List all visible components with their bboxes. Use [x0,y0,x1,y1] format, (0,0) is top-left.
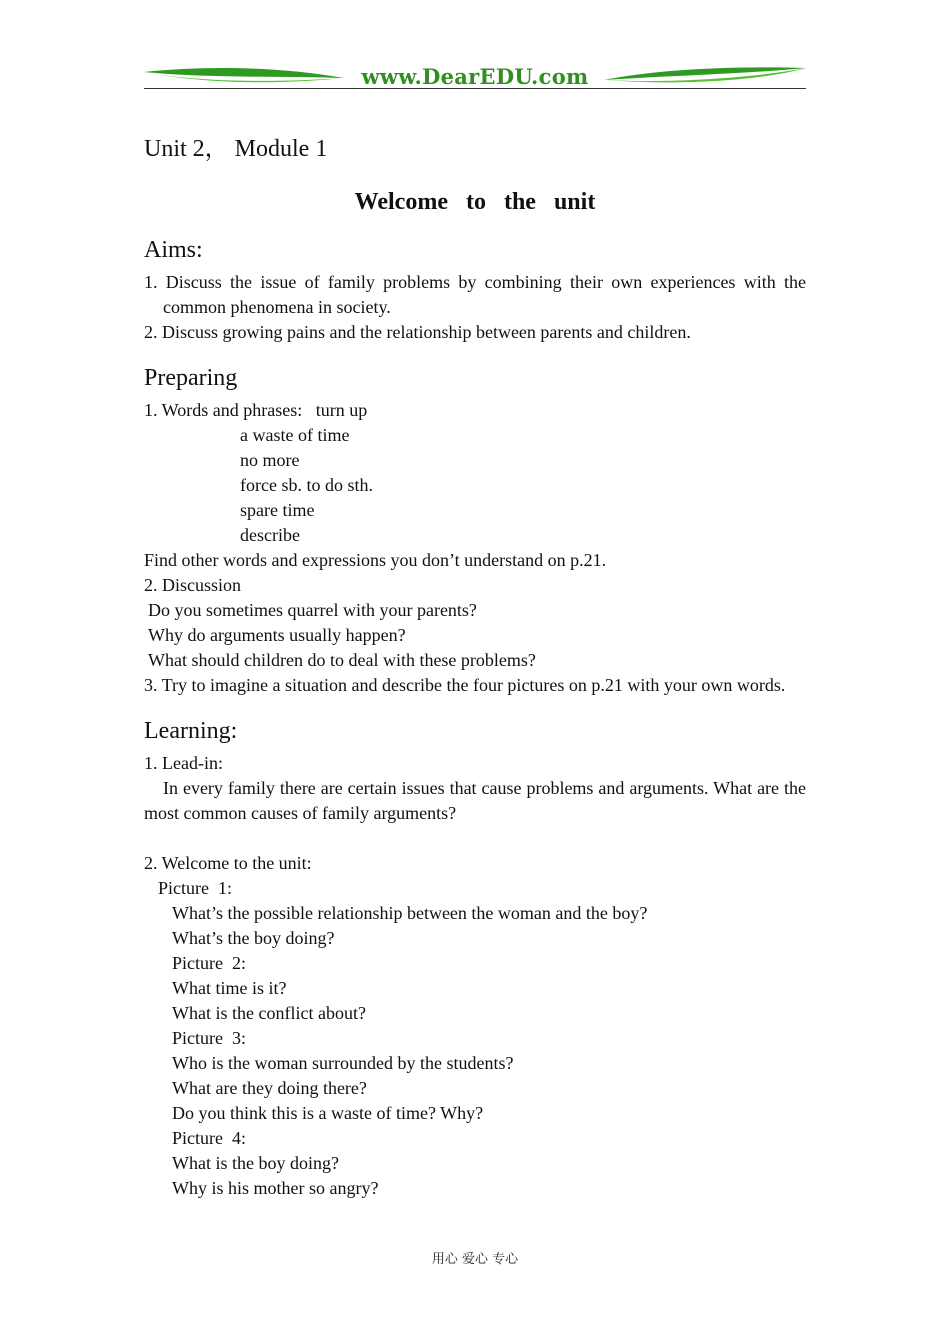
word-item: describe [240,525,300,545]
aims-heading: Aims: [144,237,203,263]
site-logo-text[interactable]: www.DearEDU.com [361,64,589,89]
word-item: no more [240,450,300,470]
leadin-label: 1. Lead-in: [144,753,223,773]
document-body [144,131,806,1201]
picture-question: What’s the boy doing? [172,928,335,948]
picture-label: Picture 3: [172,1028,246,1048]
picture-question: What is the conflict about? [172,1003,366,1023]
picture-question: Do you think this is a waste of time? Why? [172,1103,484,1123]
picture-label: Picture 1: [158,878,232,898]
picture-question: What is the boy doing? [172,1153,339,1173]
picture-question: What time is it? [172,978,287,998]
spacer [144,826,806,851]
find-other-text: Find other words and expressions you don’t understand on p.21. [144,550,607,570]
discussion-question: Do you sometimes quarrel with your parents? [148,600,477,620]
learning-heading: Learning: [144,718,238,744]
word-item: force sb. to do sth. [240,475,373,495]
picture-label: Picture 2: [172,953,246,973]
word-item: a waste of time [240,425,350,445]
aim-item: 2. Discuss growing pains and the relationship between parents and children. [144,322,691,342]
welcome-label: 2. Welcome to the unit: [144,853,312,873]
preparing-item-3: 3. Try to imagine a situation and describe the four pictures on p.21 with your own words. [144,675,786,695]
words-intro: 1. Words and phrases: turn up [144,400,368,420]
picture-question: What are they doing there? [172,1078,367,1098]
discussion-question: Why do arguments usually happen? [148,625,406,645]
page-footer: 用心 爱心 专心 [431,1252,519,1267]
picture-question: Who is the woman surrounded by the students? [172,1053,514,1073]
lesson-title: Welcome to the unit [354,189,596,215]
discussion-label: 2. Discussion [144,575,242,595]
picture-question: What’s the possible relationship between the woman and the boy? [172,903,648,923]
site-header [144,62,806,90]
picture-label: Picture 4: [172,1128,246,1148]
word-item: spare time [240,500,315,520]
header-divider [144,88,806,89]
picture-question: Why is his mother so angry? [172,1178,379,1198]
leadin-text: In every family there are certain issues that cause problems and arguments. What are the most common causes of family arguments? [144,778,806,823]
discussion-question: What should children do to deal with these problems? [148,650,536,670]
aim-item: 1. Discuss the issue of family problems by combining their own experiences with the common phenomena in society. [144,272,806,317]
unit-title: Unit 2， Module 1 [144,136,328,162]
preparing-heading: Preparing [144,365,238,391]
